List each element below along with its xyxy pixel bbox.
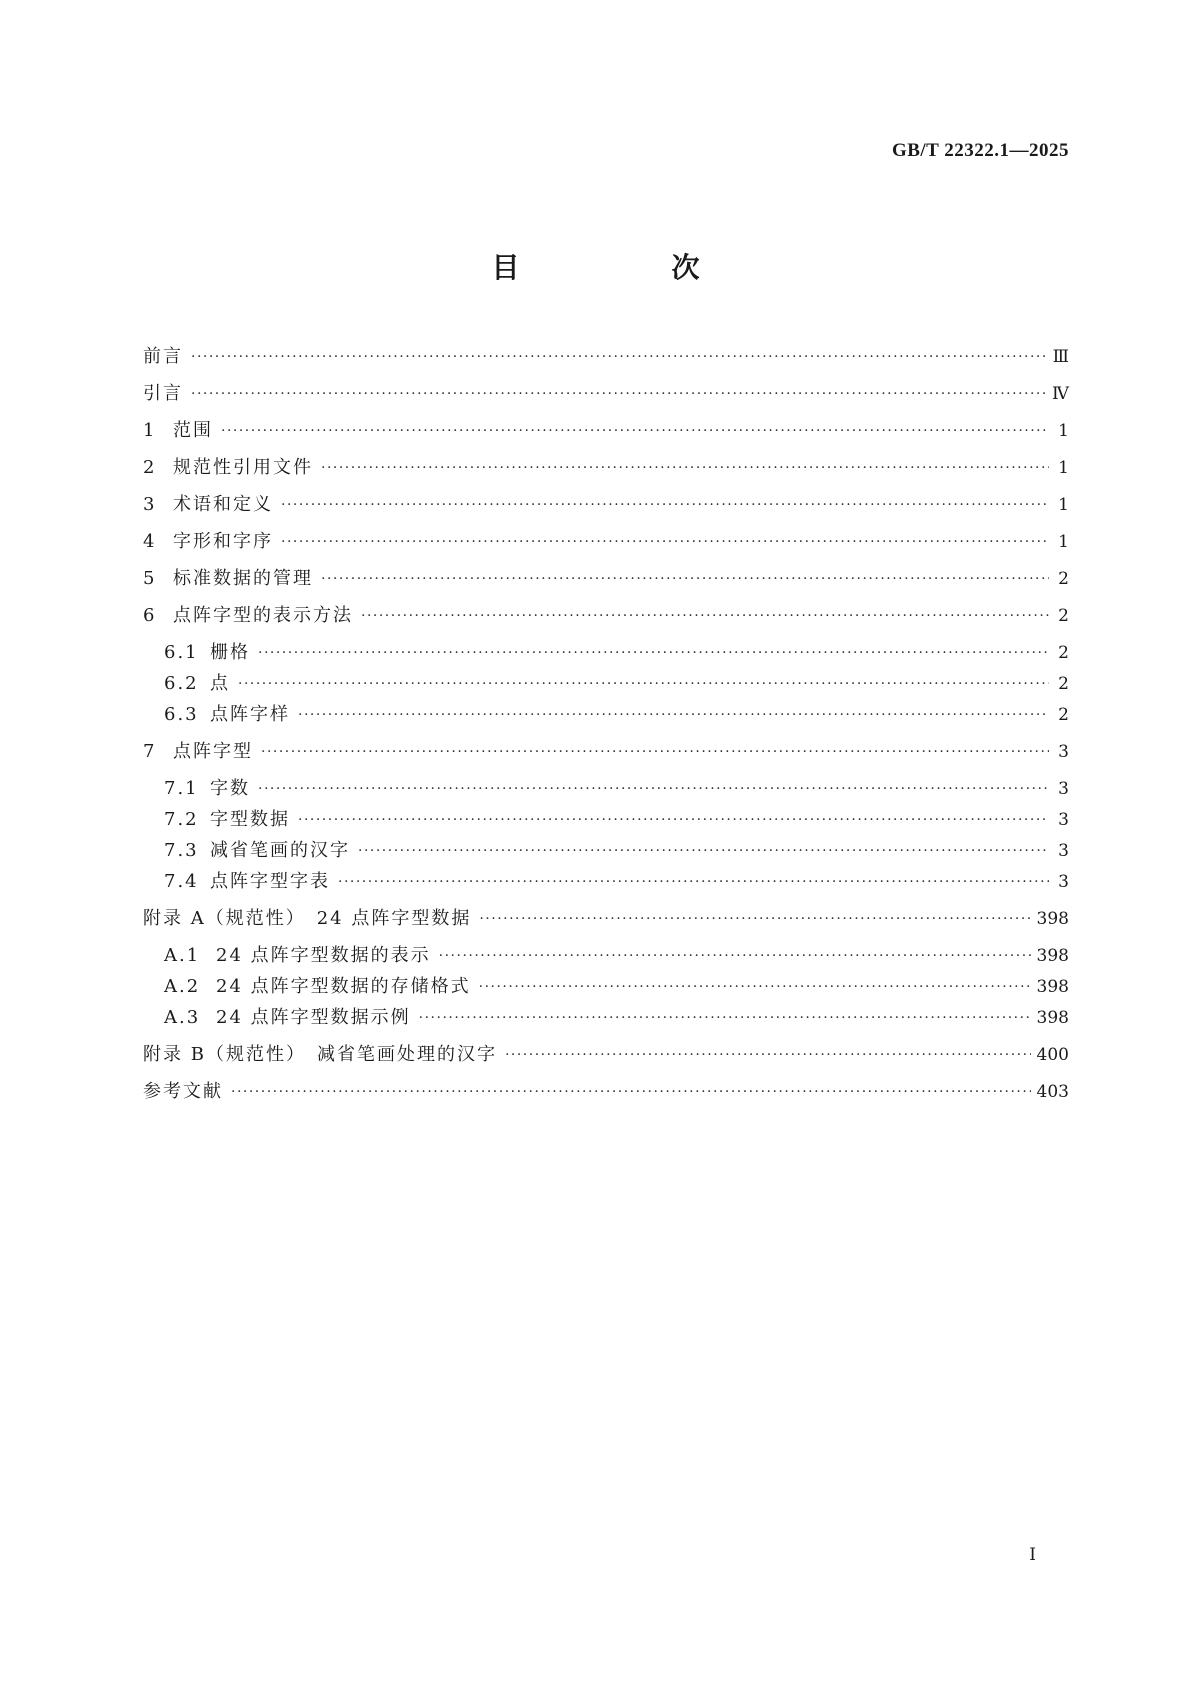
toc-entry-label: 点阵字型 <box>173 741 253 762</box>
toc-entry-page: 398 <box>1036 946 1069 966</box>
toc-leader-dots <box>191 349 1047 365</box>
toc-leader-dots <box>361 608 1049 624</box>
toc-entry-7-4[interactable] <box>143 867 1069 904</box>
toc-entry-number: 5 <box>143 568 157 589</box>
toc-entry-4[interactable] <box>143 527 1069 564</box>
toc-leader-dots <box>281 497 1049 513</box>
toc-leader-dots <box>238 676 1049 692</box>
toc-entry-6-1[interactable] <box>143 638 1069 669</box>
toc-leader-dots <box>231 1084 1031 1100</box>
toc-leader-dots <box>298 812 1049 828</box>
toc-entry-page: 398 <box>1036 1008 1069 1028</box>
toc-leader-dots <box>358 843 1049 859</box>
toc-entry-page: 398 <box>1036 909 1069 929</box>
toc-entry-page: 400 <box>1036 1045 1069 1065</box>
toc-entry-1[interactable] <box>143 416 1069 453</box>
toc-leader-dots <box>321 571 1049 587</box>
toc-entry-page: 3 <box>1058 742 1069 762</box>
toc-entry-label: 附录 B（规范性） 减省笔画处理的汉字 <box>143 1044 497 1065</box>
toc-leader-dots <box>281 534 1049 550</box>
toc-entry-number: 6.1 <box>164 642 199 663</box>
toc-entry-a-1[interactable] <box>143 941 1069 972</box>
page-title: 目 次 <box>491 251 762 284</box>
toc-entry-label: 点阵字型字表 <box>210 871 330 892</box>
toc-entry-a-3[interactable] <box>143 1003 1069 1040</box>
toc-entry-page: 403 <box>1036 1082 1069 1102</box>
toc-entry-number: 7.2 <box>164 809 199 830</box>
toc-entry-label: 参考文献 <box>143 1081 223 1102</box>
toc-entry-label: 点阵字样 <box>210 704 290 725</box>
toc-entry-page: Ⅳ <box>1052 384 1069 404</box>
toc-entry-7[interactable] <box>143 737 1069 774</box>
toc-entry-label: 字形和字序 <box>173 531 273 552</box>
toc-entry-references[interactable] <box>143 1077 1069 1114</box>
toc-entry-number: A.2 <box>164 976 201 997</box>
toc-entry-number: 2 <box>143 457 157 478</box>
toc-entry-introduction[interactable] <box>143 379 1069 416</box>
toc-entry-number: 3 <box>143 494 157 515</box>
table-of-contents <box>143 342 1069 1114</box>
toc-entry-a-2[interactable] <box>143 972 1069 1003</box>
toc-entry-7-2[interactable] <box>143 805 1069 836</box>
toc-entry-page: 3 <box>1058 872 1069 892</box>
toc-leader-dots <box>191 386 1046 402</box>
toc-entry-6-2[interactable] <box>143 669 1069 700</box>
toc-entry-label: 规范性引用文件 <box>173 457 313 478</box>
toc-entry-page: Ⅲ <box>1052 347 1069 367</box>
toc-entry-number: A.1 <box>164 945 201 966</box>
toc-entry-number: 7.1 <box>164 778 199 799</box>
toc-entry-label: 24 点阵字型数据示例 <box>216 1007 411 1028</box>
toc-leader-dots <box>419 1010 1031 1026</box>
toc-leader-dots <box>258 645 1049 661</box>
toc-entry-label: 栅格 <box>210 642 250 663</box>
toc-entry-number: 4 <box>143 531 157 552</box>
toc-entry-label: 标准数据的管理 <box>173 568 313 589</box>
toc-leader-dots <box>338 874 1049 890</box>
toc-leader-dots <box>439 948 1031 964</box>
toc-entry-label: 字数 <box>210 778 250 799</box>
page-number: Ⅰ <box>1029 1545 1036 1564</box>
toc-entry-number: 7 <box>143 741 157 762</box>
toc-entry-number: 1 <box>143 420 157 441</box>
toc-entry-page: 398 <box>1036 977 1069 997</box>
toc-entry-number: 7.4 <box>164 871 199 892</box>
toc-entry-label: 24 点阵字型数据的存储格式 <box>216 976 471 997</box>
toc-entry-number: 6.2 <box>164 673 199 694</box>
toc-entry-label: 术语和定义 <box>173 494 273 515</box>
toc-entry-3[interactable] <box>143 490 1069 527</box>
toc-entry-page: 2 <box>1058 569 1069 589</box>
toc-entry-label: 24 点阵字型数据的表示 <box>216 945 431 966</box>
toc-leader-dots <box>261 744 1049 760</box>
toc-entry-appendix-a[interactable] <box>143 904 1069 941</box>
toc-entry-page: 3 <box>1058 841 1069 861</box>
toc-entry-label: 字型数据 <box>210 809 290 830</box>
toc-entry-number: A.3 <box>164 1007 201 1028</box>
toc-entry-page: 2 <box>1058 674 1069 694</box>
toc-entry-page: 1 <box>1058 421 1069 441</box>
toc-leader-dots <box>479 979 1031 995</box>
toc-entry-page: 1 <box>1058 458 1069 478</box>
toc-entry-appendix-b[interactable] <box>143 1040 1069 1077</box>
toc-entry-2[interactable] <box>143 453 1069 490</box>
toc-entry-5[interactable] <box>143 564 1069 601</box>
toc-entry-label: 点阵字型的表示方法 <box>173 605 353 626</box>
toc-entry-number: 7.3 <box>164 840 199 861</box>
toc-entry-page: 2 <box>1058 643 1069 663</box>
toc-entry-label: 点 <box>210 673 230 694</box>
toc-entry-page: 2 <box>1058 606 1069 626</box>
toc-entry-page: 1 <box>1058 495 1069 515</box>
toc-entry-label: 减省笔画的汉字 <box>210 840 350 861</box>
toc-entry-7-1[interactable] <box>143 774 1069 805</box>
toc-leader-dots <box>479 911 1030 927</box>
toc-leader-dots <box>321 460 1049 476</box>
toc-entry-page: 3 <box>1058 779 1069 799</box>
toc-entry-page: 1 <box>1058 532 1069 552</box>
standard-code: GB/T 22322.1—2025 <box>891 140 1069 161</box>
toc-leader-dots <box>221 423 1049 439</box>
toc-entry-page: 3 <box>1058 810 1069 830</box>
toc-leader-dots <box>298 707 1049 723</box>
toc-entry-label: 附录 A（规范性） 24 点阵字型数据 <box>143 908 472 929</box>
toc-entry-page: 2 <box>1058 705 1069 725</box>
toc-entry-label: 范围 <box>173 420 213 441</box>
toc-entry-7-3[interactable] <box>143 836 1069 867</box>
toc-entry-label: 前言 <box>143 346 183 367</box>
toc-leader-dots <box>258 781 1049 797</box>
toc-entry-6-3[interactable] <box>143 700 1069 737</box>
toc-entry-number: 6 <box>143 605 157 626</box>
toc-entry-6[interactable] <box>143 601 1069 638</box>
toc-entry-preface[interactable] <box>143 342 1069 379</box>
toc-leader-dots <box>505 1047 1031 1063</box>
toc-entry-label: 引言 <box>143 383 183 404</box>
toc-entry-number: 6.3 <box>164 704 199 725</box>
